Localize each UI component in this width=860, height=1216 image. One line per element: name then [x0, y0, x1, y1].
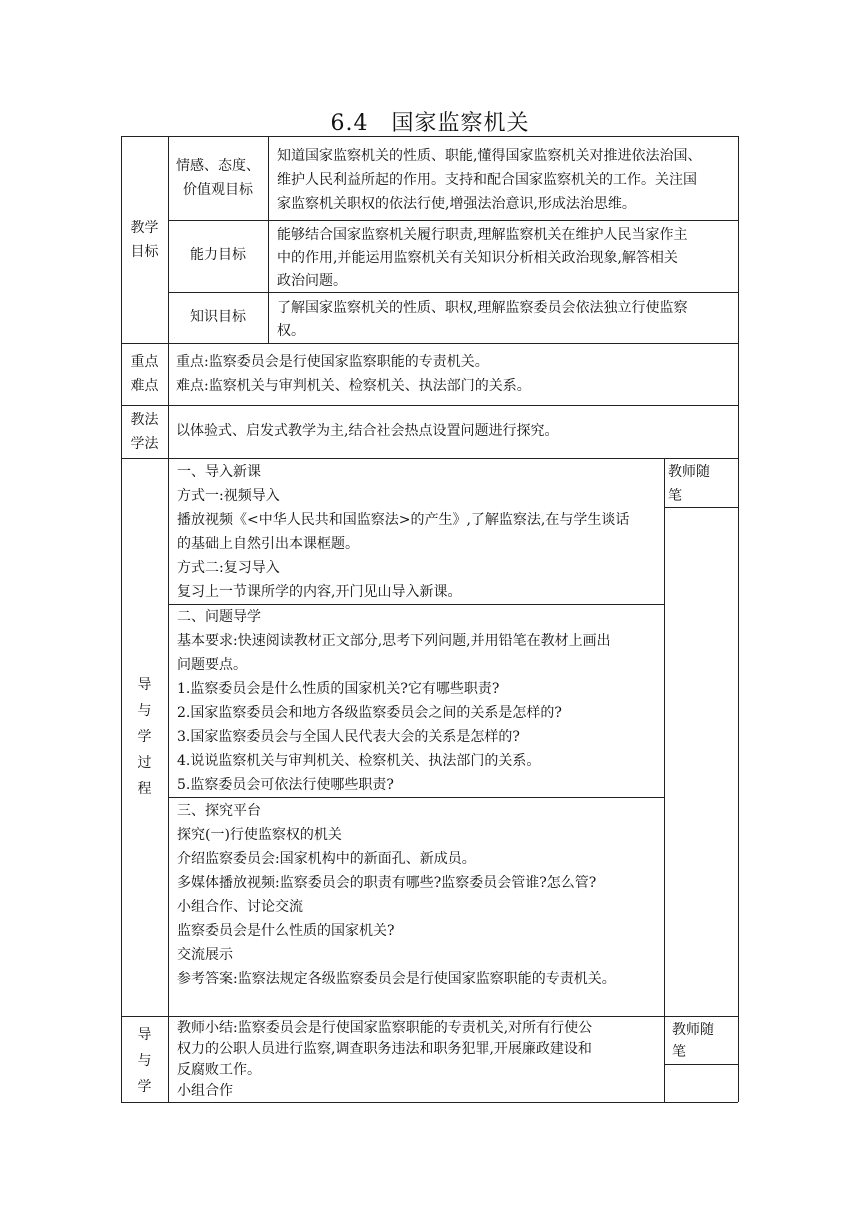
process-section-questions: 二、问题导学 基本要求:快速阅读教材正文部分,思考下列问题,并用铅笔在教材上画出 问题要点。 1.监察委员会是什么性质的国家机关?它有哪些职责? 2.国家监察委员会和地方各级监察委员会之间的关系是怎样的? 3.国家监察委员会与全国人民代表大会的关系是怎样的? 4.说说监察机关与审判机关、检察机关、执法部门的关系。 5.监察委员会可依法行使哪些职责?: [177, 609, 611, 793]
teacher-notes-area-2[interactable]: [664, 1064, 738, 1102]
teacher-notes-label: 教师随 笔: [668, 464, 710, 504]
objective-content-attitude: 知道国家监察机关的性质、职能,懂得国家监察机关对推进依法治国、 维护人民利益所起的作用。支持和配合国家监察机关的工作。关注国 家监察机关职权的依法行使,增强法治意识,形成法治思维。: [277, 148, 702, 212]
teacher-notes-area[interactable]: [664, 507, 738, 1016]
process-section-explore: 三、探究平台 探究(一)行使监察权的机关 介绍监察委员会:国家机构中的新面孔、新成员。 多媒体播放视频:监察委员会的职责有哪些?监察委员会管谁?怎么管? 小组合作、讨论交流 监察委员会是什么性质的国家机关? 交流展示 参考答案:监察法规定各级监察委员会是行使国家监察职能的专责机关。: [177, 803, 616, 987]
objective-label-ability: 能力目标: [190, 247, 246, 264]
process-header: 导 与 学 过 程: [137, 677, 152, 797]
process2-content: 教师小结:监察委员会是行使国家监察职能的专责机关,对所有行使公 权力的公职人员进行监察,调查职务违法和职务犯罪,开展廉政建设和 反腐败工作。 小组合作: [177, 1020, 593, 1099]
teacher-notes-label-2: 教师随 笔: [672, 1022, 714, 1060]
methods-header: 教法 学法: [130, 411, 159, 452]
key-points-content: 重点:监察委员会是行使国家监察职能的专责机关。 难点:监察机关与审判机关、检察机关、执法部门的关系。: [176, 354, 531, 394]
objective-label-knowledge: 知识目标: [190, 308, 246, 325]
objective-content-knowledge: 了解国家监察机关的性质、职权,理解监察委员会依法独立行使监察 权。: [277, 300, 688, 339]
process-section-intro: 一、导入新课 方式一:视频导入 播放视频《<中华人民共和国监察法>的产生》,了解监察法,在与学生谈话 的基础上自然引出本课框题。 方式二:复习导入 复习上一节课所学的内容,开门见山导入新课。: [177, 464, 630, 600]
process2-header: 导 与 学: [137, 1027, 152, 1095]
key-points-header: 重点 难点: [130, 354, 159, 394]
methods-content: 以体验式、启发式教学为主,结合社会热点设置问题进行探究。: [176, 422, 559, 439]
objective-content-ability: 能够结合国家监察机关履行职责,理解监察机关在维护人民当家作主 中的作用,并能运用监察机关有关知识分析相关政治现象,解答相关 政治问题。: [277, 227, 688, 289]
objectives-header: 教学 目标: [130, 219, 159, 260]
page-title: 6.4 国家监察机关: [330, 111, 530, 136]
objective-label-attitude: 情感、态度、 价值观目标: [176, 158, 260, 198]
